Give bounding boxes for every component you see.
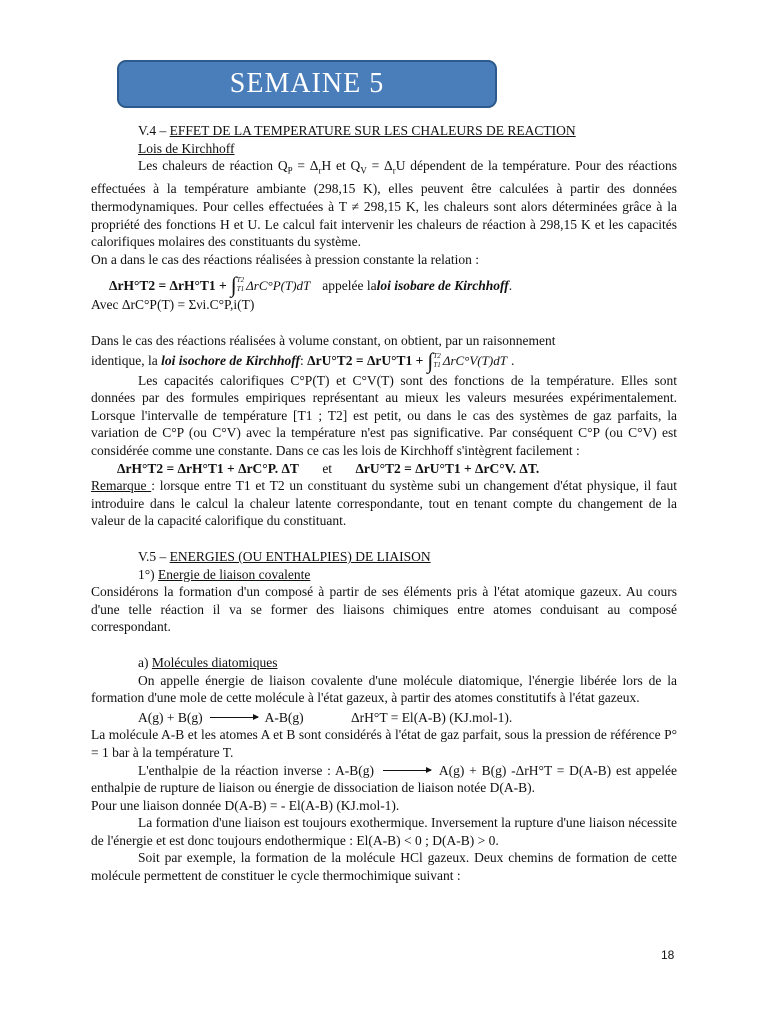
equation-isochore: identique, la loi isochore de Kirchhoff : ΔrU°T2 = ΔrU°T1 + ∫ T2 T1 ΔrC°V(T)dT . [91,347,515,373]
covalent-bond-subtitle: 1°) Energie de liaison covalente [138,566,311,582]
page-content [91,122,677,885]
equation-isobare: ΔrH°T2 = ΔrH°T1 + ∫ T2 T1 ΔrC°P(T)dT appelée la loi isobare de Kirchhoff . [109,272,513,298]
integral-symbol: ∫ T2 T1 ΔrC°P(T)dT [230,272,311,298]
reaction-arrow-icon [383,770,431,771]
paragraph-heat-capacities: Les capacités calorifiques C°P(T) et C°V(T) sont des fonctions de la température. Elles sont données par des formules empiriques représentant au mieux les valeurs mesurées expérimentalement. Lorsque l'intervalle de température [T1 ; T2] est petit, ou dans le cas des systèmes de gaz parfaits, la variation de C°P (ou C°V) avec la température n'est pas significative. Par conséquent C°P (ou C°V) est considérée comme une constante. Dans ce cas les lois de Kirchhoff s'intègrent facilement : [91,372,677,458]
page-number: 18 [661,948,675,962]
remark: Remarque : lorsque entre T1 et T2 un constituant du système subi un changement d'état physique, il faut introduire dans le calcul la chaleur latente correspondante, tout en tenant compte du changement de la valeur de la capacité calorifique du constituant. [91,478,677,529]
paragraph-ideal-gas: La molécule A-B et les atomes A et B sont considérés à l'état de gaz parfait, sous la pression de référence P° = 1 bar à la température T. [91,727,677,760]
paragraph-constant-pressure: On a dans le cas des réactions réalisées à pression constante la relation : [91,251,479,267]
paragraph-inverse-reaction: L'enthalpie de la réaction inverse : A-B(g) A(g) + B(g) -ΔrH°T = D(A-B) est appelée enthalpie de rupture de liaison ou énergie de dissociation de liaison notée D(A-B). [91,762,677,796]
diatomic-subtitle: a) Molécules diatomiques [138,654,278,670]
paragraph-heats-of-reaction: Les chaleurs de réaction $Q_P = \Delta_rH$ et $Q_V = \Delta_rU$ dépendent de la température. Pour des réactions effectuées à la température ambiante (298,15 K), elles peuvent être calculées à partir des données thermodynamiques. Pour celles effectuées à T ≠ 298,15 K, les chaleurs sont alors déterminées grâce à la propriété des fonctions H et U. Le calcul fait intervenir les chaleurs de réaction à 298,15 K et les capacités calorifiques molaires des constituants du système. [91,158,677,250]
section-v4-heading: V.4 – EFFET DE LA TEMPERATURE SUR LES CHALEURS DE REACTION [138,123,576,138]
paragraph-bond-energy-definition: On appelle énergie de liaison covalente d'une molécule diatomique, l'énergie libérée lors de la formation d'une mole de cette molécule à l'état gazeux, à partir des atomes constitutifs à l'état gazeux. [91,672,677,706]
equation-integrated: ΔrH°T2 = ΔrH°T1 + ΔrC°P. ΔT et ΔrU°T2 = ΔrU°T1 + ΔrC°V. ΔT. [117,460,540,476]
section-v5-heading: V.5 – ENERGIES (OU ENTHALPIES) DE LIAISON [138,548,431,564]
paragraph-exothermic: La formation d'une liaison est toujours exothermique. Inversement la rupture d'une liaison nécessite de l'énergie et est donc toujours endothermique : El(A-B) < 0 ; D(A-B) > 0. [91,815,677,848]
week-banner: SEMAINE 5 [117,60,497,108]
paragraph-constant-volume: Dans le cas des réactions réalisées à volume constant, on obtient, par un raisonnement [91,333,556,349]
paragraph-bond-relation: Pour une liaison donnée D(A-B) = - El(A-B) (KJ.mol-1). [91,797,400,813]
paragraph-compound-formation: Considérons la formation d'un composé à partir de ses éléments pris à l'état atomique gazeux. Au cours d'une telle réaction il va se former des liaisons chimiques entre atomes conduisant au composé correspondant. [91,584,677,635]
avec-relation: Avec ΔrC°P(T) = Σνi.C°P,i(T) [91,297,255,313]
reaction-arrow-icon [210,717,258,718]
paragraph-hcl-example: Soit par exemple, la formation de la molécule HCl gazeux. Deux chemins de formation de cette molécule permettent de constituer le cycle thermochimique suivant : [91,850,677,884]
integral-symbol: ∫ T2 T1 ΔrC°V(T)dT [427,347,507,373]
reaction-formation: A(g) + B(g) A-B(g) ΔrH°T = El(A-B) (KJ.mol-1). [138,709,513,725]
kirchhoff-subtitle: Lois de Kirchhoff [138,140,235,156]
